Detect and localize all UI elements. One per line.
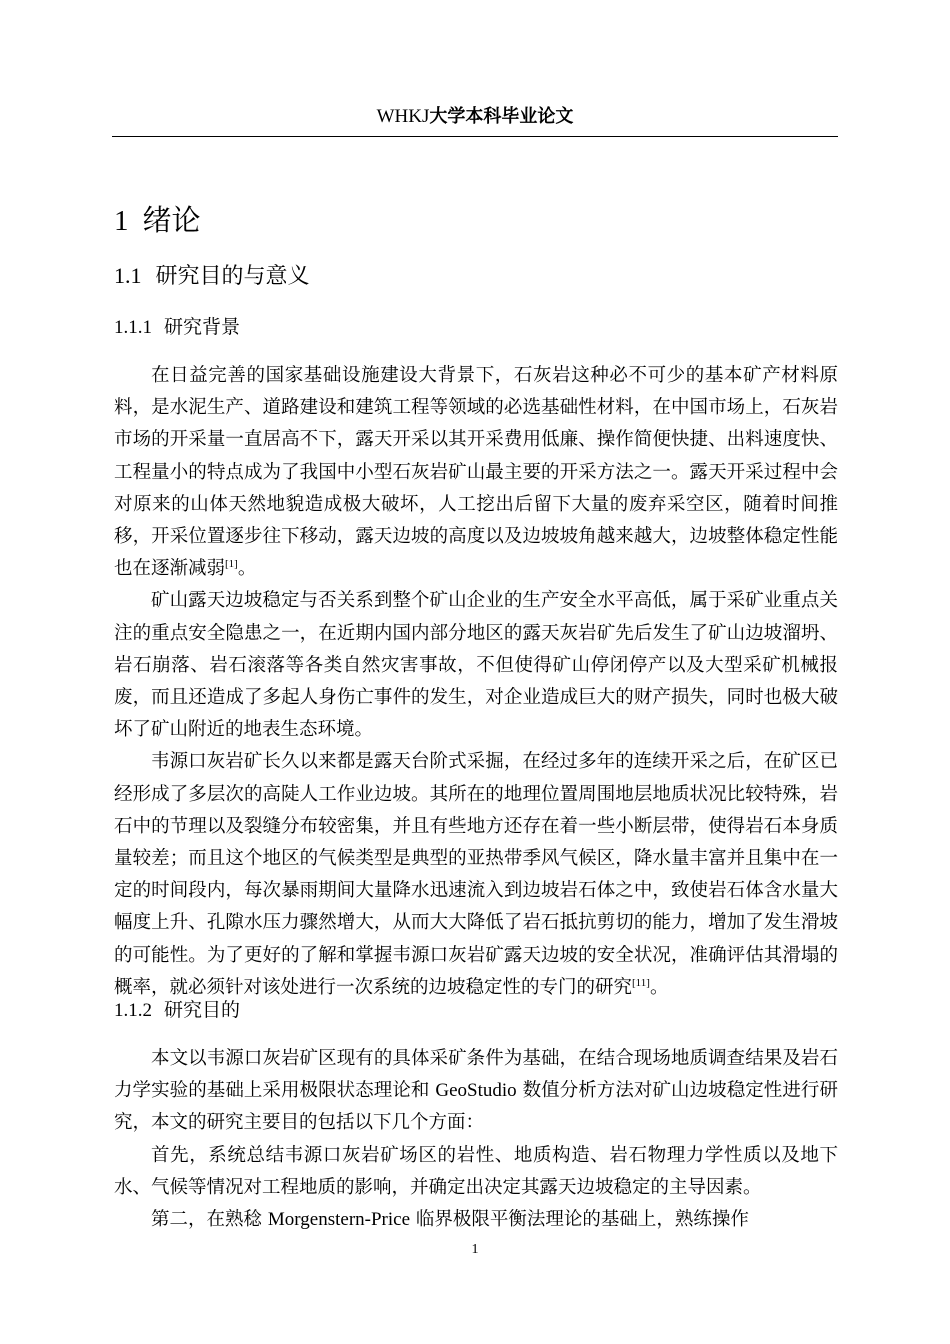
chapter-number: 1	[114, 205, 129, 237]
section-title: 研究目的与意义	[155, 264, 310, 289]
paragraph-4-text-b: 数值分析方法对矿山边坡稳定性进行研究，本文的研究主要目的包括以下几个方面：	[114, 1080, 838, 1134]
paragraph-1	[114, 360, 838, 585]
paragraph-6-text-b: 临界极限平衡法理论的基础上，熟练操作	[415, 1209, 749, 1231]
body-block-purpose	[114, 1043, 838, 1236]
header-rule	[112, 136, 838, 137]
subsection-number: 1.1.2	[114, 1000, 152, 1021]
subsection-heading-purpose	[114, 995, 240, 1026]
paragraph-2: 矿山露天边坡稳定与否关系到整个矿山企业的生产安全水平高低，属于采矿业重点关注的重点安全隐患之一，在近期内国内部分地区的露天灰岩矿先后发生了矿山边坡溜坍、岩石崩落、岩石滚落等各类自然灾害事故，不但使得矿山停闭停产以及大型采矿机械报废，而且还造成了多起人身伤亡事件的发生，对企业造成巨大的财产损失，同时也极大破坏了矿山附近的地表生态环境。	[114, 590, 838, 741]
section-number: 1.1	[114, 263, 142, 288]
software-name: GeoStudio	[435, 1080, 517, 1102]
subsection-title: 研究目的	[164, 999, 241, 1021]
subsection-number: 1.1.1	[114, 317, 152, 338]
running-header	[0, 104, 950, 130]
citation-1: [1]	[225, 558, 238, 571]
paragraph-1-end: 。	[237, 558, 257, 580]
citation-11: [11]	[632, 976, 650, 989]
running-header-title: 大学本科毕业论文	[429, 106, 574, 127]
method-name: Morgenstern-Price	[267, 1209, 411, 1231]
paragraph-4	[114, 1043, 838, 1140]
section-heading	[114, 259, 310, 294]
chapter-title: 绪论	[142, 203, 201, 237]
paragraph-6	[114, 1204, 838, 1236]
paragraph-3-end: 。	[649, 976, 669, 998]
paragraph-1-text: 在日益完善的国家基础设施建设大背景下，石灰岩这种必不可少的基本矿产材料原料，是水泥生产、道路建设和建筑工程等领域的必选基础性材料，在中国市场上，石灰岩市场的开采量一直居高不下，露天开采以其开采费用低廉、操作简便快捷、出料速度快、工程量小的特点成为了我国中小型石灰岩矿山最主要的开采方法之一。露天开采过程中会对原来的山体天然地貌造成极大破坏，人工挖出后留下大量的废弃采空区，随着时间推移，开采位置逐步往下移动，露天边坡的高度以及边坡坡角越来越大，边坡整体稳定性能也在逐渐减弱	[114, 365, 838, 580]
paragraph-6-text-a: 第二，在熟稔	[151, 1209, 263, 1231]
subsection-heading-background	[114, 312, 240, 343]
paragraph-3	[114, 746, 838, 1004]
paragraph-4-text-a: 本文以韦源口灰岩矿区现有的具体采矿条件为基础，在结合现场地质调查结果及岩石力学实验的基础上采用极限状态理论和	[114, 1048, 838, 1102]
body-block-background	[114, 360, 838, 1004]
chapter-heading	[114, 200, 201, 241]
paragraph-3-text: 韦源口灰岩矿长久以来都是露天台阶式采掘，在经过多年的连续开采之后，在矿区已经形成了多层次的高陡人工作业边坡。其所在的地理位置周围地层地质状况比较特殊，岩石中的节理以及裂缝分布较密集，并且有些地方还存在着一些小断层带，使得岩石本身质量较差；而且这个地区的气候类型是典型的亚热带季风气候区，降水量丰富并且集中在一定的时间段内，每次暴雨期间大量降水迅速流入到边坡岩石体之中，致使岩石体含水量大幅度上升、孔隙水压力骤然增大，从而大大降低了岩石抵抗剪切的能力，增加了发生滑坡的可能性。为了更好的了解和掌握韦源口灰岩矿露天边坡的安全状况，准确评估其滑塌的概率，就必须针对该处进行一次系统的边坡稳定性的专门的研究	[114, 751, 838, 998]
running-header-latin: WHKJ	[376, 106, 430, 127]
page-number: 1	[471, 1242, 479, 1257]
subsection-title: 研究背景	[164, 316, 241, 338]
paragraph-5: 首先，系统总结韦源口灰岩矿场区的岩性、地质构造、岩石物理力学性质以及地下水、气候等情况对工程地质的影响，并确定出决定其露天边坡稳定的主导因素。	[114, 1144, 838, 1198]
